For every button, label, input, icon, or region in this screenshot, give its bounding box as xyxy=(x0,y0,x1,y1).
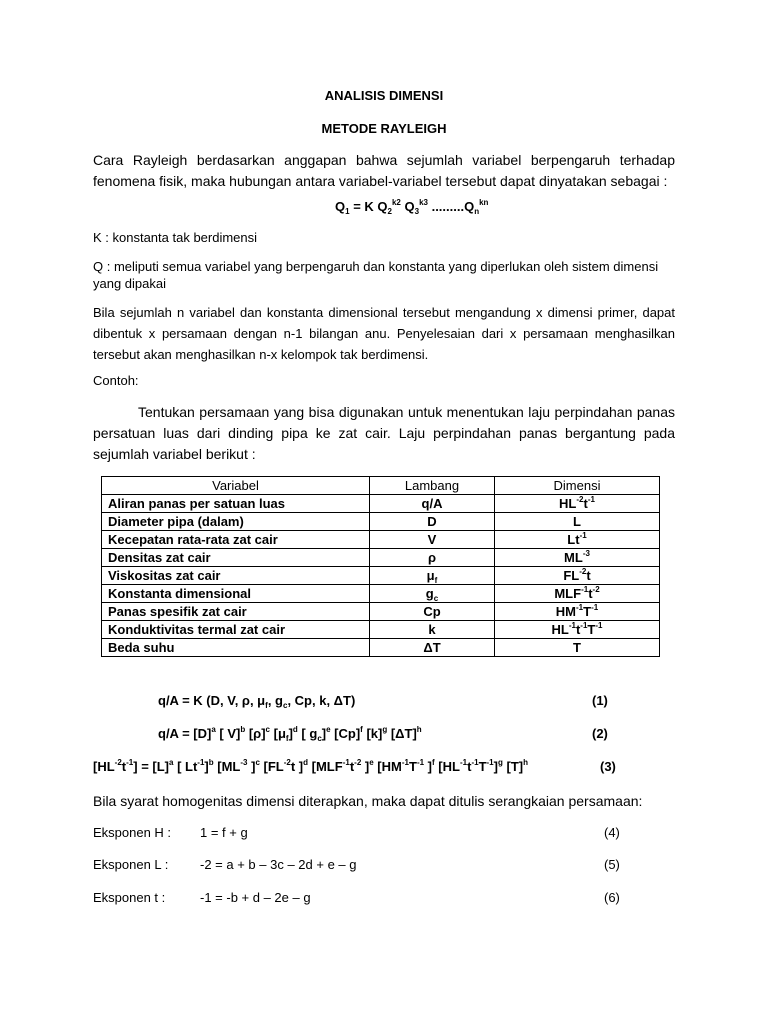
equation-3: $[HL^{-2}t^{-1}] = [L]^a$ [ $Lt^{-1}]^b$ [$ML^{-3}$ ]$^c$ [$FL^{-2}t$ ]$^d$ [$MLF^{-1}t^{-2}$ ]$^e$ [$HM^{-1}T^{-1}$ ]$^f$ $[HL^{-1}t^{-1}T^{-1}]^g$ $[T]^h$ xyxy=(93,758,528,774)
cell-dimensi: T xyxy=(495,639,660,657)
exponent-l-equation: -2 = a + b – 3c – 2d + e – g xyxy=(200,857,357,872)
cell-dimensi: $FL^{-2}t$ xyxy=(495,567,660,585)
equation-1-number: (1) xyxy=(592,693,608,708)
definition-q: Q : meliputi semua variabel yang berpengaruh dan konstanta yang diperlukan oleh sistem dimensi yang dipakai xyxy=(93,259,659,291)
table-row xyxy=(102,531,660,549)
page-subtitle: METODE RAYLEIGH xyxy=(321,121,447,136)
exponent-t-number: (6) xyxy=(604,890,620,905)
cell-variabel: Beda suhu xyxy=(102,639,370,657)
cell-lambang: q/A xyxy=(370,495,495,513)
cell-dimensi: $ML^{-3}$ xyxy=(495,549,660,567)
equation-2-number: (2) xyxy=(592,726,608,741)
cell-dimensi: L xyxy=(495,513,660,531)
table-row xyxy=(102,513,660,531)
header-dimensi: Dimensi xyxy=(495,477,660,495)
exponent-h-label: Eksponen H : xyxy=(93,825,172,840)
cell-lambang: ρ xyxy=(370,549,495,567)
cell-dimensi: $HL^{-2}t^{-1}$ xyxy=(495,495,660,513)
table-row xyxy=(102,603,660,621)
exponent-l-label: Eksponen L : xyxy=(93,857,169,872)
cell-variabel: Kecepatan rata-rata zat cair xyxy=(102,531,370,549)
cell-lambang: $\mu_f$ xyxy=(370,567,495,585)
header-variabel: Variabel xyxy=(102,477,370,495)
exponent-l-number: (5) xyxy=(604,857,620,872)
cell-lambang: k xyxy=(370,621,495,639)
cell-lambang: ΔT xyxy=(370,639,495,657)
table-row xyxy=(102,585,660,603)
homogeneity-text: Bila syarat homogenitas dimensi diterapkan, maka dapat ditulis serangkaian persamaan: xyxy=(93,793,643,809)
cell-dimensi: $Lt^{-1}$ xyxy=(495,531,660,549)
cell-dimensi: $HM^{-1}T^{-1}$ xyxy=(495,603,660,621)
equation-3-number: (3) xyxy=(600,759,616,774)
general-equation: $Q_1 = K$ $Q_2^{k2}$ $Q_3^{k3}$ $.........Q_n^{kn}$ xyxy=(335,198,489,216)
table-header-row xyxy=(102,477,660,495)
equation-1: q/A = K (D, V, ρ, $\mu_f$, $g_c$, Cp, k, ΔT) xyxy=(158,693,356,710)
cell-lambang: Cp xyxy=(370,603,495,621)
table-row xyxy=(102,621,660,639)
cell-lambang: V xyxy=(370,531,495,549)
paragraph-n-variables: Bila sejumlah n variabel dan konstanta dimensional tersebut mengandung x dimensi primer, dapat dibentuk x persamaan dengan n-1 bilangan anu. Penyelesaian dari x persamaan menghasilkan tersebut akan menghasilkan n-x kelompok tak berdimensi. xyxy=(93,305,675,362)
header-lambang: Lambang xyxy=(370,477,495,495)
cell-variabel: Diameter pipa (dalam) xyxy=(102,513,370,531)
table-row xyxy=(102,567,660,585)
table-row xyxy=(102,549,660,567)
contoh-paragraph: Tentukan persamaan yang bisa digunakan untuk menentukan laju perpindahan panas persatuan luas dari dinding pipa ke zat cair. Laju perpindahan panas bergantung pada sejumlah variabel berikut : xyxy=(93,404,675,462)
cell-lambang: $g_c$ xyxy=(370,585,495,603)
table-row xyxy=(102,639,660,657)
page-title: ANALISIS DIMENSI xyxy=(324,88,444,103)
exponent-t-equation: -1 = -b + d – 2e – g xyxy=(200,890,311,905)
cell-dimensi: $MLF^{-1}t^{-2}$ xyxy=(495,585,660,603)
cell-variabel: Konstanta dimensional xyxy=(102,585,370,603)
definition-k: K : konstanta tak berdimensi xyxy=(93,230,258,245)
cell-lambang: D xyxy=(370,513,495,531)
exponent-h-number: (4) xyxy=(604,825,620,840)
equation-2: $q/A = [D]^a$ [ V]$^b$ $[\rho]^c$ $[\mu_f]^d$ [ $g_c]^e$ $[Cp]^f$ $[k]^g$ $[\Delta T]^h$ xyxy=(158,725,422,743)
cell-variabel: Panas spesifik zat cair xyxy=(102,603,370,621)
intro-paragraph: Cara Rayleigh berdasarkan anggapan bahwa sejumlah variabel berpengaruh terhadap fenomena fisik, maka hubungan antara variabel-variabel tersebut dapat dinyatakan sebagai : xyxy=(93,152,675,189)
cell-variabel: Viskositas zat cair xyxy=(102,567,370,585)
exponent-h-equation: 1 = f + g xyxy=(200,825,248,840)
cell-dimensi: $HL^{-1}t^{-1}T^{-1}$ xyxy=(495,621,660,639)
cell-variabel: Densitas zat cair xyxy=(102,549,370,567)
cell-variabel: Konduktivitas termal zat cair xyxy=(102,621,370,639)
variable-table xyxy=(101,476,660,657)
table-row xyxy=(102,495,660,513)
exponent-t-label: Eksponen t : xyxy=(93,890,166,905)
contoh-label: Contoh: xyxy=(93,373,139,388)
cell-variabel: Aliran panas per satuan luas xyxy=(102,495,370,513)
